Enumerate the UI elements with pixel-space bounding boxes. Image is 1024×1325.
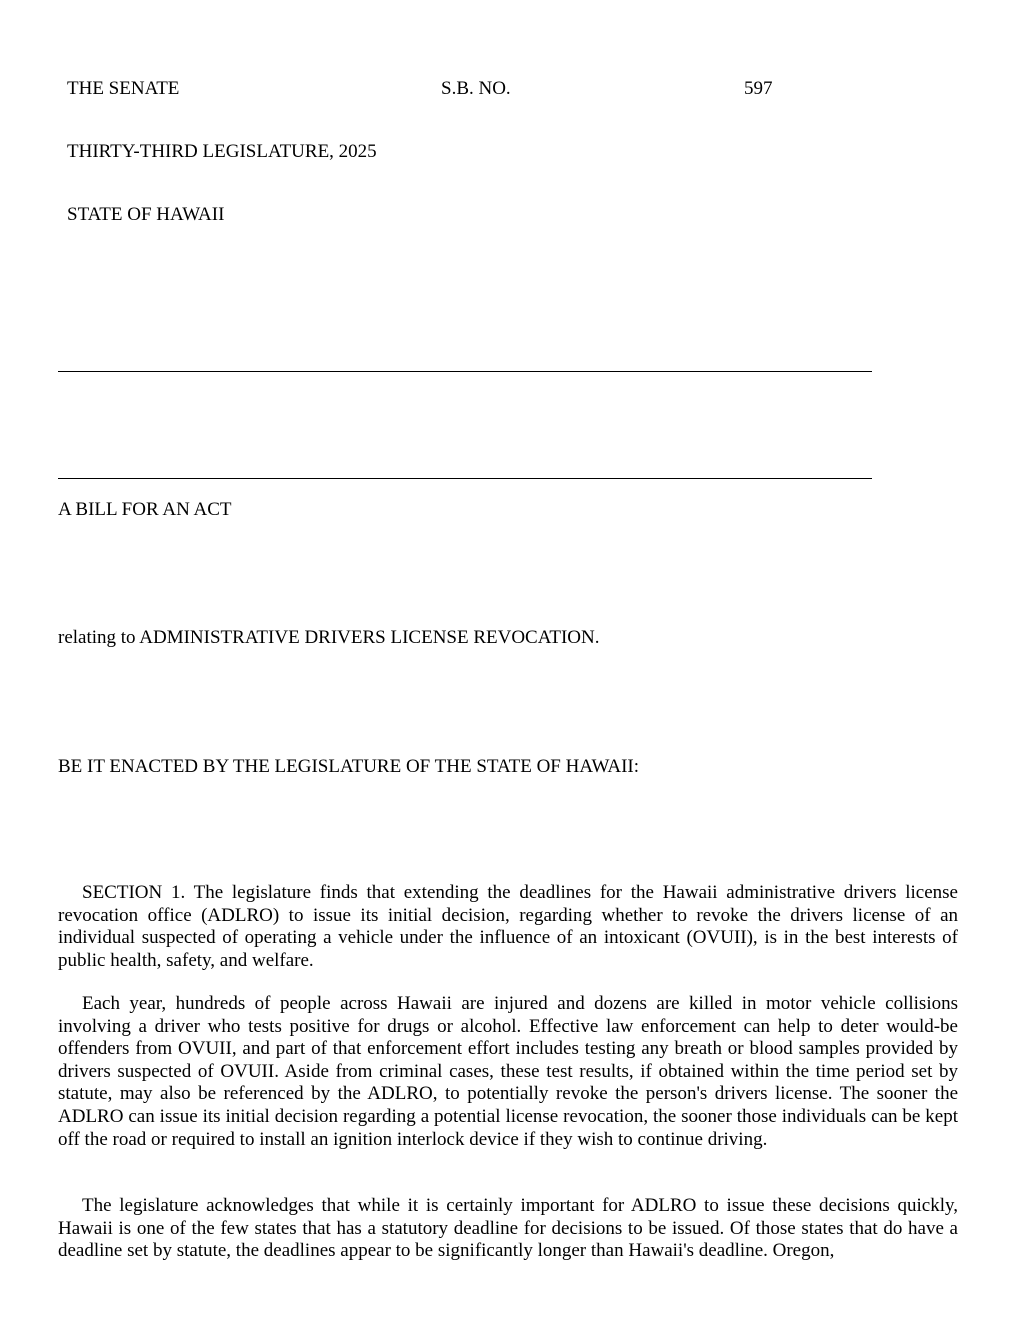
enacting-clause: BE IT ENACTED BY THE LEGISLATURE OF THE STATE OF HAWAII:: [58, 756, 640, 777]
paragraph-collisions: Each year, hundreds of people across Hawaii are injured and dozens are killed in motor vehicle collisions involving a driver who tests positive for drugs or alcohol. Effective law enforcement can help to deter would-be offenders from OVUII, and part of that enforcement effort includes testing any breath or blood samples provided by drivers suspected of OVUII. Aside from criminal cases, these test results, if obtained within the time period set by statute, may also be referenced by the ADLRO, to potentially revoke the person's drivers license. The sooner the ADLRO can issue its initial decision regarding a potential license revocation, the sooner those individuals can be kept off the road or required to install an ignition interlock device if they wish to continue driving.: [58, 993, 958, 1150]
relating-to-title: relating to ADMINISTRATIVE DRIVERS LICENSE REVOCATION.: [58, 627, 600, 648]
state-name: STATE OF HAWAII: [67, 204, 225, 225]
paragraph-findings: SECTION 1. The legislature finds that extending the deadlines for the Hawaii administrative drivers license revocation office (ADLRO) to issue its initial decision, regarding whether to revoke the drivers license of an individual suspected of operating a vehicle under the influence of an intoxicant (OVUII), is in the best interests of public health, safety, and welfare.: [58, 882, 958, 971]
bill-for-an-act: A BILL FOR AN ACT: [58, 499, 232, 520]
chamber-label: THE SENATE: [67, 78, 180, 99]
section-1-paragraph: [58, 993, 958, 1151]
paragraph-deadlines: The legislature acknowledges that while it is certainly important for ADLRO to issue these decisions quickly, Hawaii is one of the few states that has a statutory deadline for decisions to be issued. Of those states that do have a deadline set by statute, the deadlines appear to be significantly longer than Hawaii's deadline. Oregon,: [58, 1195, 958, 1262]
section-1-paragraph: [58, 882, 958, 972]
divider-bottom: [58, 478, 872, 479]
bill-number: 597: [744, 78, 773, 99]
bill-number-label: S.B. NO.: [441, 78, 511, 99]
divider-top: [58, 371, 872, 372]
section-1-paragraph: [58, 1195, 958, 1263]
legislature-session: THIRTY-THIRD LEGISLATURE, 2025: [67, 141, 377, 162]
